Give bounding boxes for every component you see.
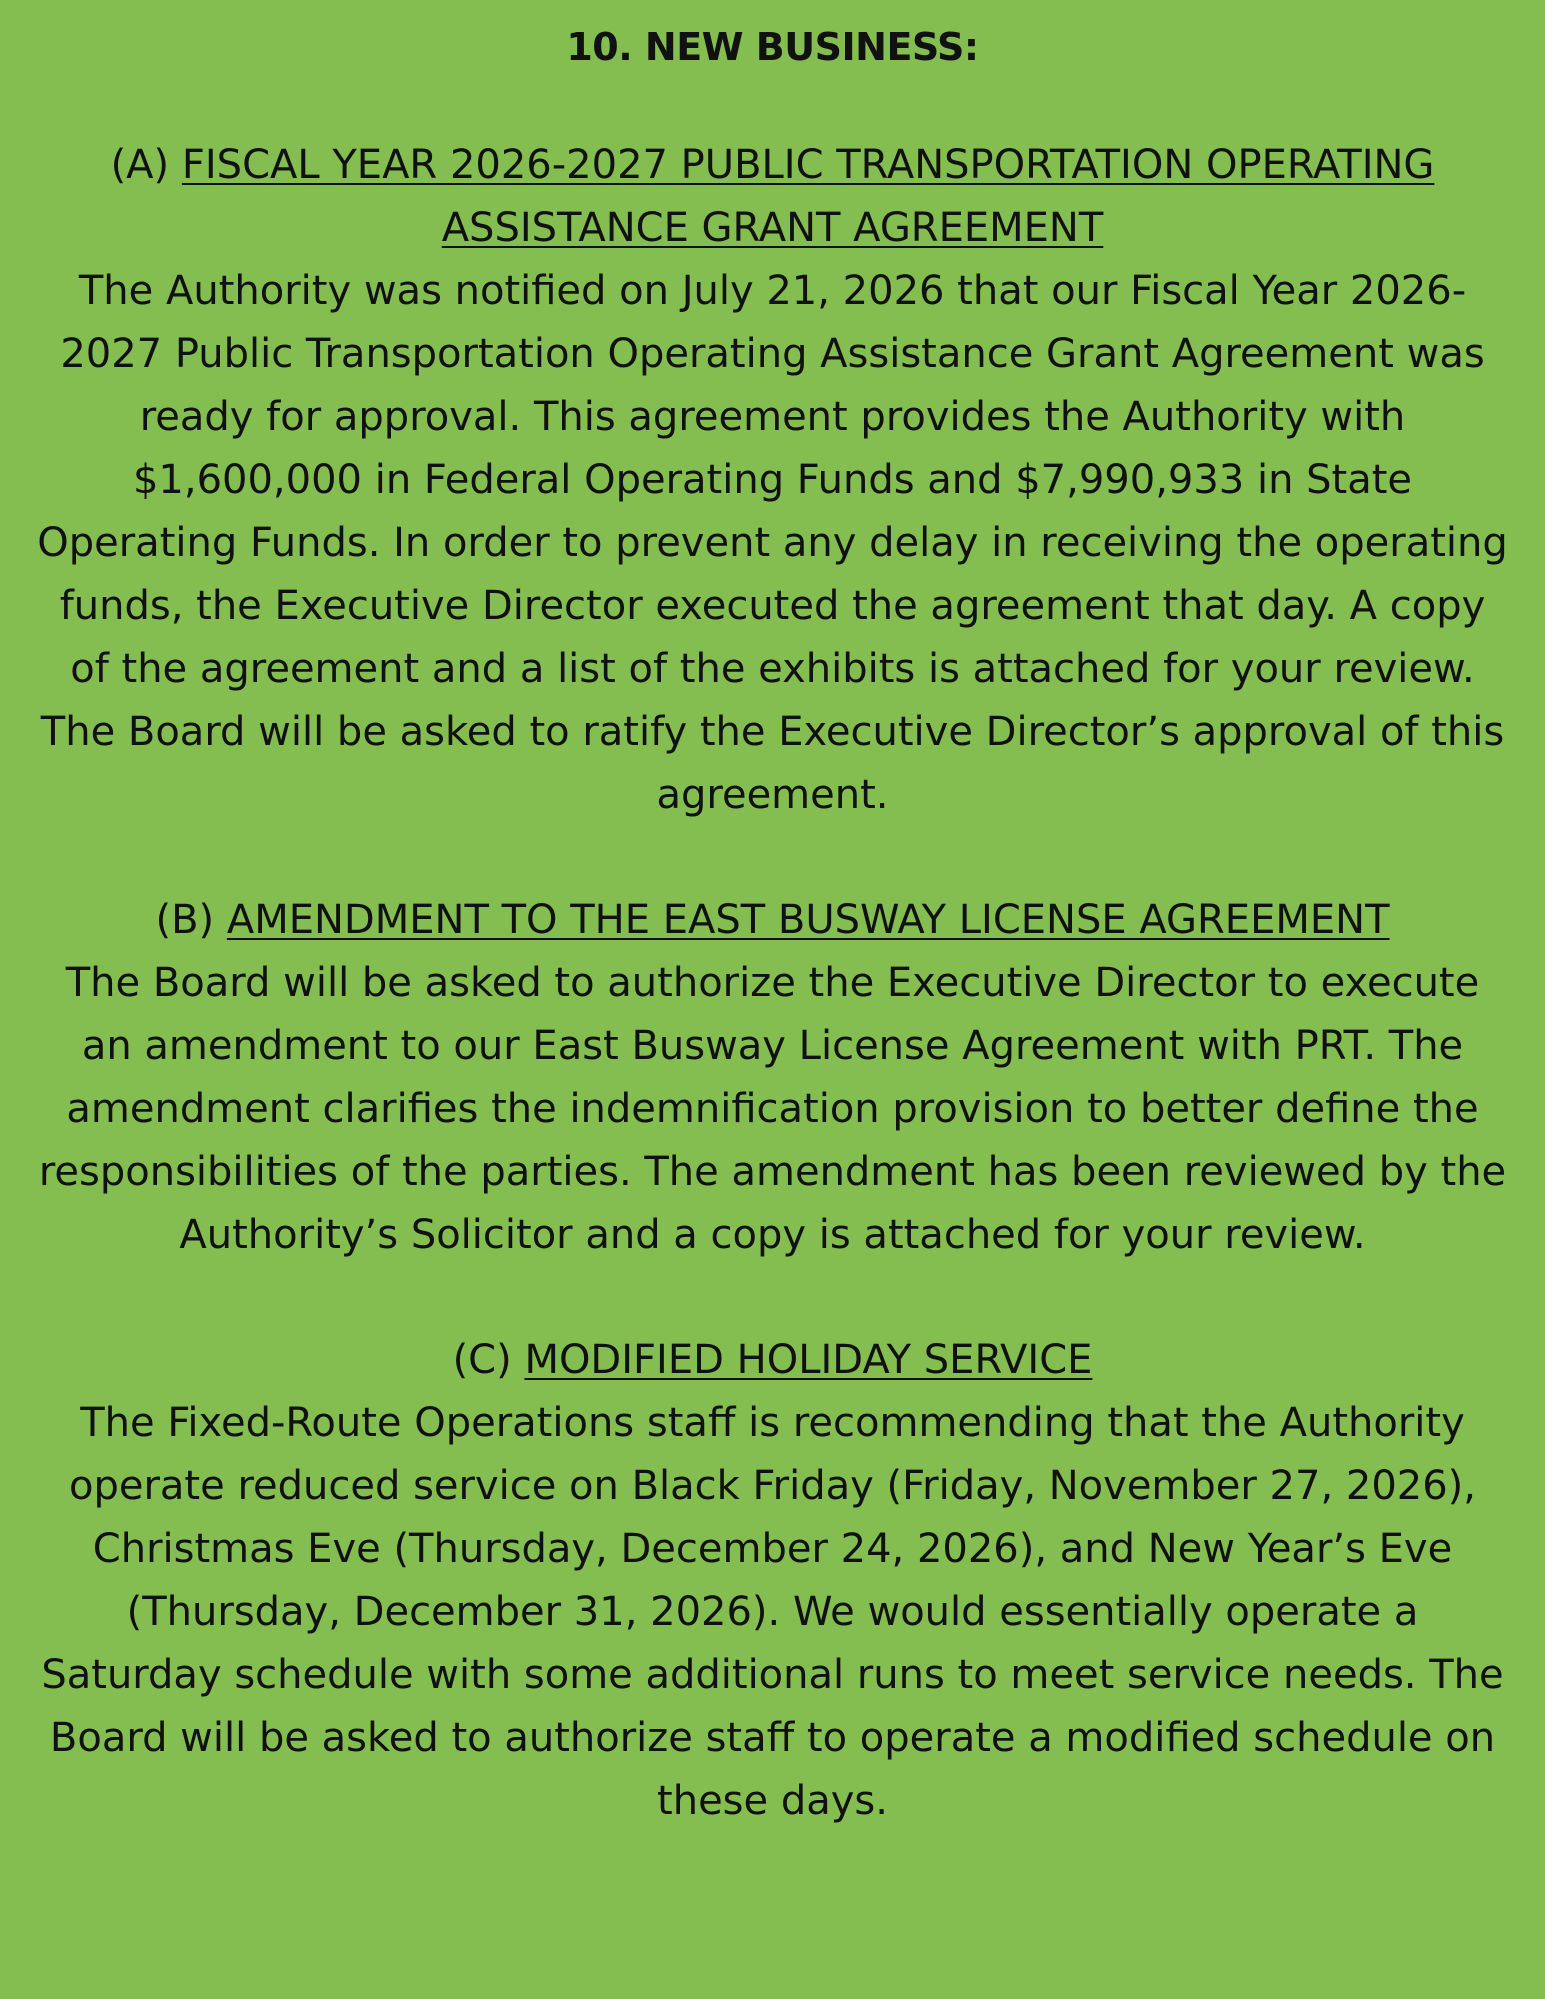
agenda-item-c-paragraph-1: The Fixed-Route Operations staff is recommending that the Authority operate reduced service on Black Friday (Friday, November 27, 2026), Christmas Eve (Thursday, December 24, 2026), and New Year’s Eve (Thursday, December 31, 2026). We would essentially operate a Saturday schedule with some additional runs to meet service needs. The Board will be asked to authorize staff to operate a modified schedule on these days. (41, 1400, 1504, 1824)
section-heading: 10. NEW BUSINESS: (566, 25, 979, 69)
agenda-item-c-title (36, 1329, 1509, 1392)
agenda-item-a-label: (A) (110, 142, 170, 188)
agenda-item-b-paragraph-1: The Board will be asked to authorize the Executive Director to execute an amendment to our East Busway License Agreement with PRT. The amendment clarifies the indemnification provision to better define the responsibilities of the parties. The amendment has been reviewed by the Authority’s Solicitor and a copy is attached for your review. (38, 960, 1507, 1258)
agenda-item-a-title (36, 134, 1509, 260)
agenda-item-c-title-text: MODIFIED HOLIDAY SERVICE (524, 1337, 1093, 1383)
agenda-item-a-paragraph-2: The Board will be asked to ratify the Executive Director’s approval of this agreement. (40, 709, 1505, 818)
agenda-item-a (36, 134, 1509, 827)
agenda-item-b-title-text: AMENDMENT TO THE EAST BUSWAY LICENSE AGREEMENT (226, 897, 1390, 943)
agenda-item-b-label: (B) (155, 897, 215, 943)
agenda-item-c-label: (C) (452, 1337, 512, 1383)
agenda-item-c (36, 1329, 1509, 1833)
agenda-item-b-title (36, 889, 1509, 952)
agenda-item-a-paragraph-1: The Authority was notified on July 21, 2026 that our Fiscal Year 2026-2027 Public Transportation Operating Assistance Grant Agreement was ready for approval. This agreement provides the Authority with $1,600,000 in Federal Operating Funds and $7,990,933 in State Operating Funds. In order to prevent any delay in receiving the operating funds, the Executive Director executed the agreement that day. A copy of the agreement and a list of the exhibits is attached for your review. (37, 268, 1508, 692)
agenda-item-a-title-text: FISCAL YEAR 2026-2027 PUBLIC TRANSPORTATION OPERATING ASSISTANCE GRANT AGREEMENT (181, 142, 1435, 251)
agenda-item-b (36, 889, 1509, 1267)
